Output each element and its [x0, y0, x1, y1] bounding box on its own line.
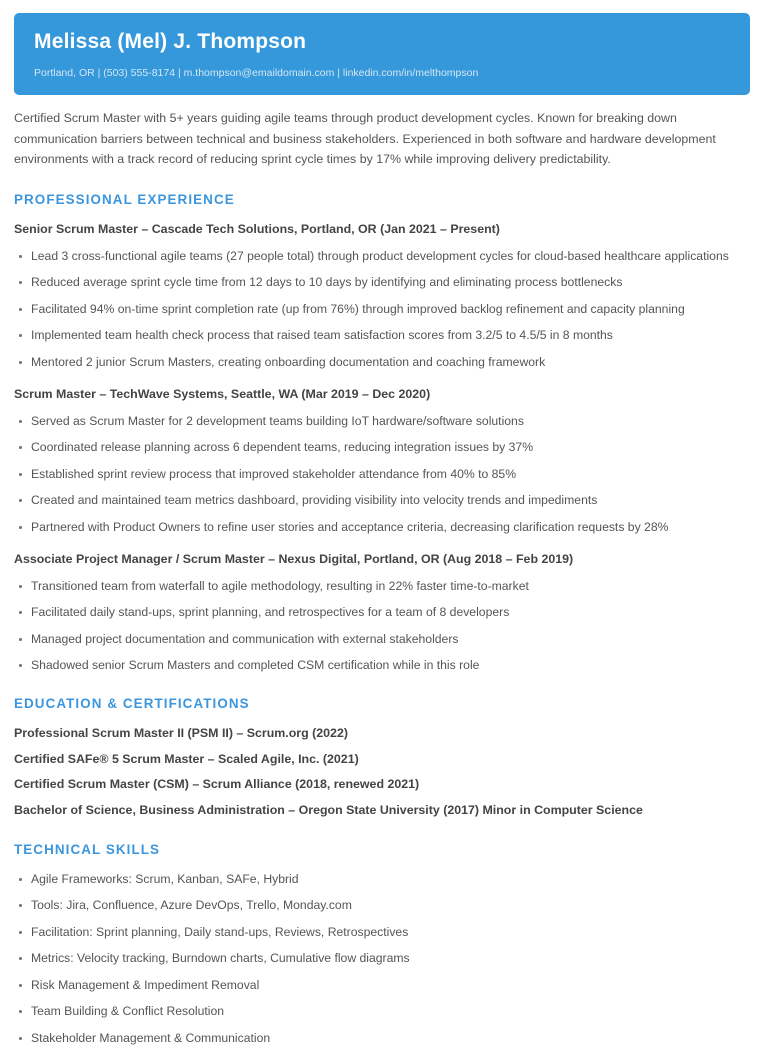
professional-summary: Certified Scrum Master with 5+ years guiding agile teams through product development cycles. Known for breaking down communication barriers between technical and business stakeholders. Experienced in both software and hardware development environments with a track record of reducing sprint cycle times by 17% while improving delivery predictability. — [14, 111, 716, 166]
education-item: Professional Scrum Master II (PSM II) – Scrum.org (2022) — [14, 726, 348, 740]
skill-item: Facilitation: Sprint planning, Daily stand-ups, Reviews, Retrospectives — [14, 924, 754, 941]
job-bullet: Facilitated daily stand-ups, sprint planning, and retrospectives for a team of 8 developers — [14, 604, 754, 621]
job-entry — [14, 551, 754, 675]
skill-item: Agile Frameworks: Scrum, Kanban, SAFe, Hybrid — [14, 871, 754, 888]
job-bullet: Transitioned team from waterfall to agile methodology, resulting in 22% faster time-to-market — [14, 578, 754, 595]
skills-list — [14, 871, 754, 1047]
skill-item: Tools: Jira, Confluence, Azure DevOps, Trello, Monday.com — [14, 897, 754, 914]
skill-item: Risk Management & Impediment Removal — [14, 977, 754, 994]
section-professional-experience — [14, 192, 754, 675]
job-bullet: Served as Scrum Master for 2 development teams building IoT hardware/software solutions — [14, 413, 754, 430]
job-heading: Associate Project Manager / Scrum Master – Nexus Digital, Portland, OR (Aug 2018 – Feb 2019) — [14, 551, 574, 566]
job-bullet-list — [14, 578, 754, 675]
section-technical-skills — [14, 842, 754, 1047]
contact-line: Portland, OR | (503) 555-8174 | m.thompson@emaildomain.com | linkedin.com/in/melthompson — [34, 67, 479, 79]
skill-item: Team Building & Conflict Resolution — [14, 1003, 754, 1020]
job-bullet: Facilitated 94% on-time sprint completion rate (up from 76%) through improved backlog refinement and capacity planning — [14, 301, 754, 318]
education-list — [14, 725, 754, 819]
job-bullet: Managed project documentation and communication with external stakeholders — [14, 631, 754, 648]
job-bullet: Coordinated release planning across 6 dependent teams, reducing integration issues by 37% — [14, 439, 754, 456]
job-bullet: Mentored 2 junior Scrum Masters, creating onboarding documentation and coaching framework — [14, 354, 754, 371]
resume-header-banner — [14, 13, 750, 95]
candidate-name: Melissa (Mel) J. Thompson — [34, 30, 307, 53]
job-bullet-list — [14, 248, 754, 371]
job-bullet: Shadowed senior Scrum Masters and completed CSM certification while in this role — [14, 657, 754, 674]
job-bullet: Partnered with Product Owners to refine user stories and acceptance criteria, decreasing clarification requests by 28% — [14, 519, 754, 536]
job-bullet-list — [14, 413, 754, 536]
job-bullet: Established sprint review process that improved stakeholder attendance from 40% to 85% — [14, 466, 754, 483]
section-title-skills: TECHNICAL SKILLS — [14, 841, 161, 857]
job-bullet: Lead 3 cross-functional agile teams (27 people total) through product development cycles for cloud-based healthcare applications — [14, 248, 754, 265]
skill-item: Stakeholder Management & Communication — [14, 1030, 754, 1047]
section-title-education: EDUCATION & CERTIFICATIONS — [14, 696, 250, 711]
job-heading: Senior Scrum Master – Cascade Tech Solutions, Portland, OR (Jan 2021 – Present) — [14, 221, 500, 236]
resume-body — [14, 108, 754, 1047]
job-heading: Scrum Master – TechWave Systems, Seattle, WA (Mar 2019 – Dec 2020) — [14, 386, 431, 401]
job-entry — [14, 221, 754, 371]
job-bullet: Implemented team health check process that raised team satisfaction scores from 3.2/5 to 4.5/5 in 8 months — [14, 327, 754, 344]
section-title-experience: PROFESSIONAL EXPERIENCE — [14, 191, 235, 207]
experience-list — [14, 221, 754, 675]
job-bullet: Reduced average sprint cycle time from 12 days to 10 days by identifying and eliminating process bottlenecks — [14, 274, 754, 291]
job-entry — [14, 386, 754, 536]
education-item: Certified SAFe® 5 Scrum Master – Scaled Agile, Inc. (2021) — [14, 751, 359, 766]
education-item: Certified Scrum Master (CSM) – Scrum Alliance (2018, renewed 2021) — [14, 777, 420, 791]
job-bullet: Created and maintained team metrics dashboard, providing visibility into velocity trends and impediments — [14, 492, 754, 509]
education-item: Bachelor of Science, Business Administration – Oregon State University (2017) Minor in Computer Science — [14, 802, 643, 817]
skill-item: Metrics: Velocity tracking, Burndown charts, Cumulative flow diagrams — [14, 950, 754, 967]
section-education-certifications — [14, 696, 754, 819]
